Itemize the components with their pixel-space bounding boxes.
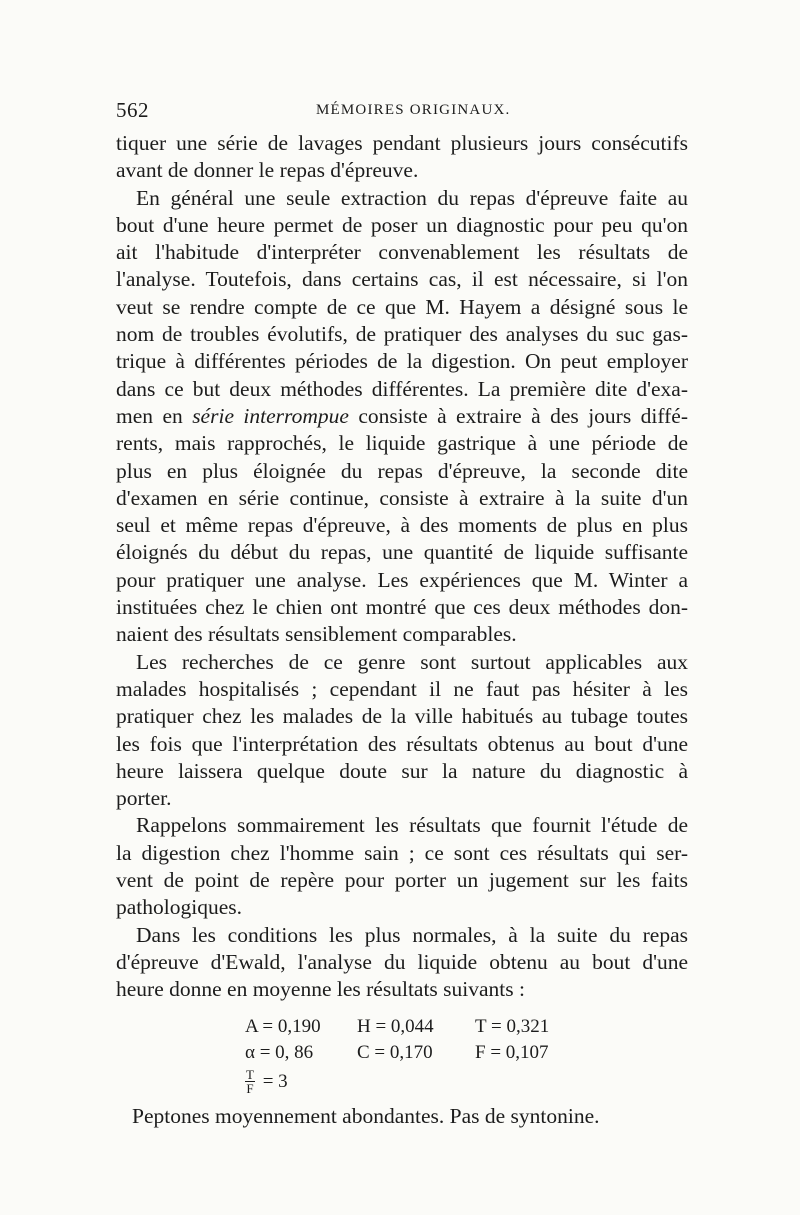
- formula-row-1: [245, 1014, 549, 1040]
- text-line: rents, mais rapprochés, le liquide gastrique à une période de: [116, 431, 688, 456]
- text-line: pathologiques.: [116, 895, 242, 920]
- text-line: plus en plus éloignée du repas d'épreuve, la seconde dite: [116, 458, 688, 483]
- text-line: d'examen en série continue, consiste à extraire à la suite d'un: [116, 485, 688, 510]
- page-number: 562: [116, 98, 149, 122]
- text-line: veut se rendre compte de ce que M. Hayem a désigné sous le: [116, 294, 688, 319]
- text-line: nom de troubles évolutifs, de pratiquer des analyses du suc gas-: [116, 322, 688, 347]
- text-line: Rappelons sommairement les résultats que fournit l'étude de: [136, 813, 688, 838]
- text-line: heure donne en moyenne les résultats suivants :: [116, 977, 525, 1002]
- text-line: la digestion chez l'homme sain ; ce sont ces résultats qui ser-: [116, 840, 688, 865]
- italic-term: série interrompue: [192, 403, 349, 428]
- analysis-formula: [245, 1014, 549, 1066]
- body-text: [116, 130, 688, 1004]
- ratio-fraction: [245, 1068, 255, 1095]
- formula-c: C = 0,170: [357, 1042, 433, 1063]
- formula-t: T = 0,321: [475, 1016, 550, 1037]
- text-line: avant de donner le repas d'épreuve.: [116, 158, 419, 183]
- ratio-denominator: F: [246, 1081, 254, 1096]
- final-line: Peptones moyennement abondantes. Pas de syntonine.: [132, 1104, 600, 1128]
- text-line: Les recherches de ce genre sont surtout applicables aux: [136, 649, 688, 674]
- page-header: [116, 98, 686, 126]
- text-line: seul et même repas d'épreuve, à des moments de plus en plus: [116, 513, 688, 538]
- text-line: pratiquer chez les malades de la ville habitués au tubage toutes: [116, 704, 688, 729]
- text-line: bout d'une heure permet de poser un diagnostic pour peu qu'on: [116, 212, 688, 237]
- text-line: instituées chez le chien ont montré que ces deux méthodes don-: [116, 595, 688, 620]
- text-line: heure laissera quelque doute sur la nature du diagnostic à: [116, 758, 688, 783]
- text-line: d'épreuve d'Ewald, l'analyse du liquide obtenu au bout d'une: [116, 949, 688, 974]
- formula-row-2: [245, 1040, 549, 1066]
- running-head: MÉMOIRES ORIGINAUX.: [316, 102, 511, 118]
- text-line: trique à différentes périodes de la digestion. On peut employer: [116, 349, 688, 374]
- text-line: Dans les conditions les plus normales, à la suite du repas: [136, 922, 688, 947]
- text-line: En général une seule extraction du repas d'épreuve faite au: [136, 185, 688, 210]
- formula-f: F = 0,107: [475, 1042, 549, 1063]
- text-line: tiquer une série de lavages pendant plusieurs jours consécutifs: [116, 131, 688, 155]
- formula-h: H = 0,044: [357, 1016, 434, 1037]
- text-line: pour pratiquer une analyse. Les expériences que M. Winter a: [116, 567, 688, 592]
- formula-alpha: α = 0, 86: [245, 1042, 314, 1063]
- formula-a: A = 0,190: [245, 1016, 321, 1037]
- ratio-numerator: T: [246, 1067, 254, 1082]
- text-line: naient des résultats sensiblement comparables.: [116, 622, 517, 647]
- ratio-value: = 3: [262, 1070, 288, 1092]
- text-line: éloignés du début du repas, une quantité de liquide suffisante: [116, 540, 688, 565]
- text-line: vent de point de repère pour porter un jugement sur les faits: [116, 868, 688, 893]
- text-line: porter.: [116, 786, 172, 811]
- ratio-formula: [245, 1068, 288, 1095]
- text-line: malades hospitalisés ; cependant il ne faut pas hésiter à les: [116, 676, 688, 701]
- text-line: dans ce but deux méthodes différentes. La première dite d'exa-: [116, 376, 688, 401]
- text-line: men en série interrompue consiste à extraire à des jours diffé-: [116, 403, 688, 428]
- text-line: l'analyse. Toutefois, dans certains cas, il est nécessaire, si l'on: [116, 267, 688, 292]
- text-line: les fois que l'interprétation des résultats obtenus au bout d'une: [116, 731, 688, 756]
- text-line: ait l'habitude d'interpréter convenablement les résultats de: [116, 240, 688, 265]
